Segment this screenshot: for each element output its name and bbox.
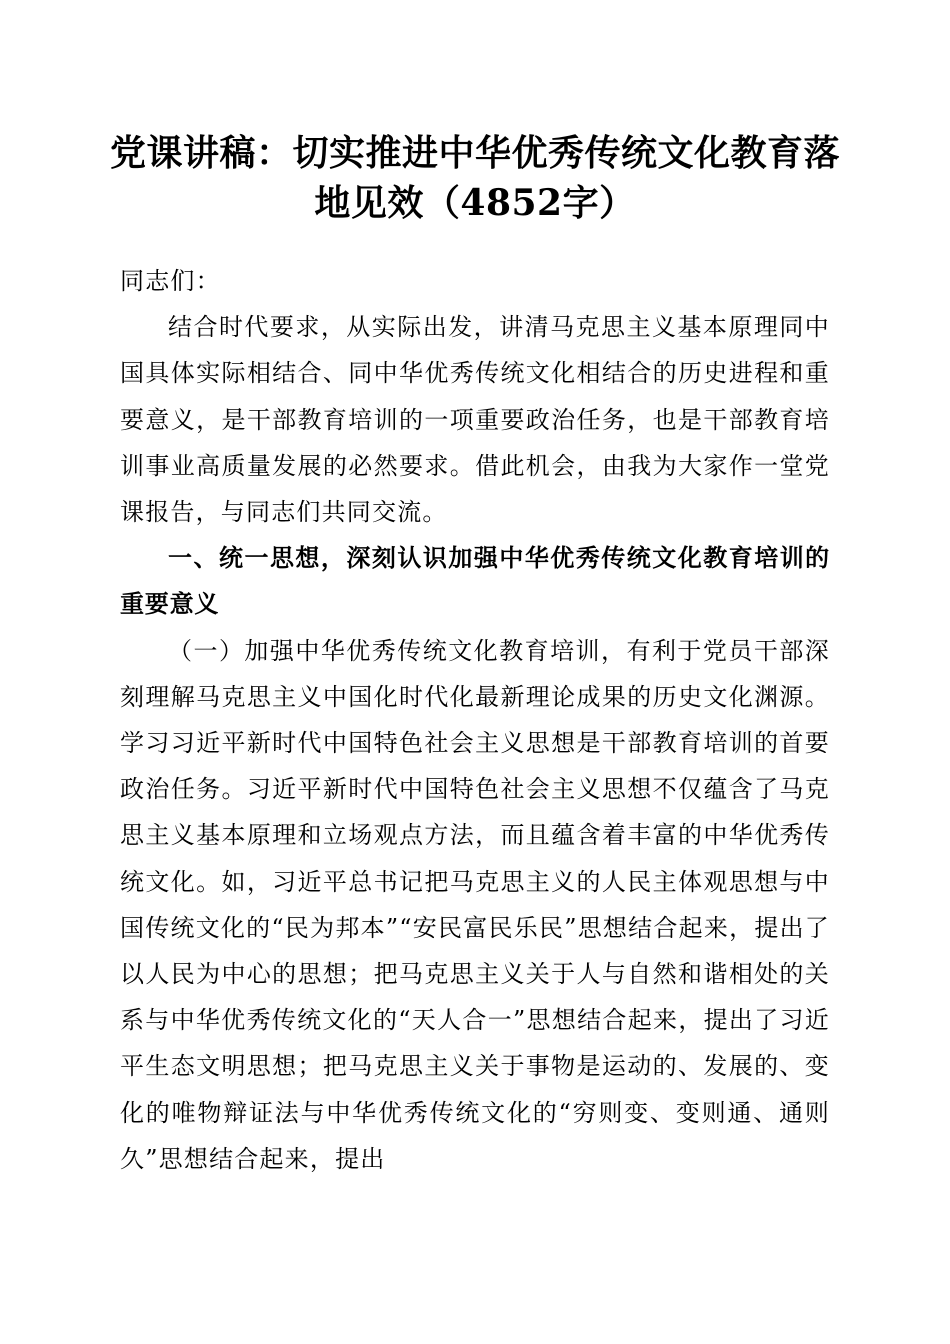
section-heading-1: 一、统一思想，深刻认识加强中华优秀传统文化教育培训的重要意义 (120, 544, 830, 619)
intro-paragraph: 结合时代要求，从实际出发，讲清马克思主义基本原理同中国具体实际相结合、同中华优秀传统文化相结合的历史进程和重要意义，是干部教育培训的一项重要政治任务，也是干部教育培训事业高质量发展的必然要求。借此机会，由我为大家作一堂党课报告，与同志们共同交流。 (120, 313, 830, 527)
title-line-1: 党课讲稿：切实推进中华优秀传统文化教育落 (109, 132, 840, 174)
salutation: 同志们： (120, 267, 221, 295)
title-line-2: 地见效（4852字） (314, 182, 636, 224)
section-1-paragraph-1: （一）加强中华优秀传统文化教育培训，有利于党员干部深刻理解马克思主义中国化时代化最新理论成果的历史文化渊源。学习习近平新时代中国特色社会主义思想是干部教育培训的首要政治任务。习近平新时代中国特色社会主义思想不仅蕴含了马克思主义基本原理和立场观点方法，而且蕴含着丰富的中华优秀传统文化。如，习近平总书记把马克思主义的人民主体观思想与中国传统文化的“民为邦本”“安民富民乐民”思想结合起来，提出了以人民为中心的思想；把马克思主义关于人与自然和谐相处的关系与中华优秀传统文化的“天人合一”思想结合起来，提出了习近平生态文明思想；把马克思主义关于事物是运动的、发展的、变化的唯物辩证法与中华优秀传统文化的“穷则变、变则通、通则久”思想结合起来，提出 (120, 636, 830, 1173)
document-body (120, 258, 830, 1182)
document-title (100, 128, 850, 228)
